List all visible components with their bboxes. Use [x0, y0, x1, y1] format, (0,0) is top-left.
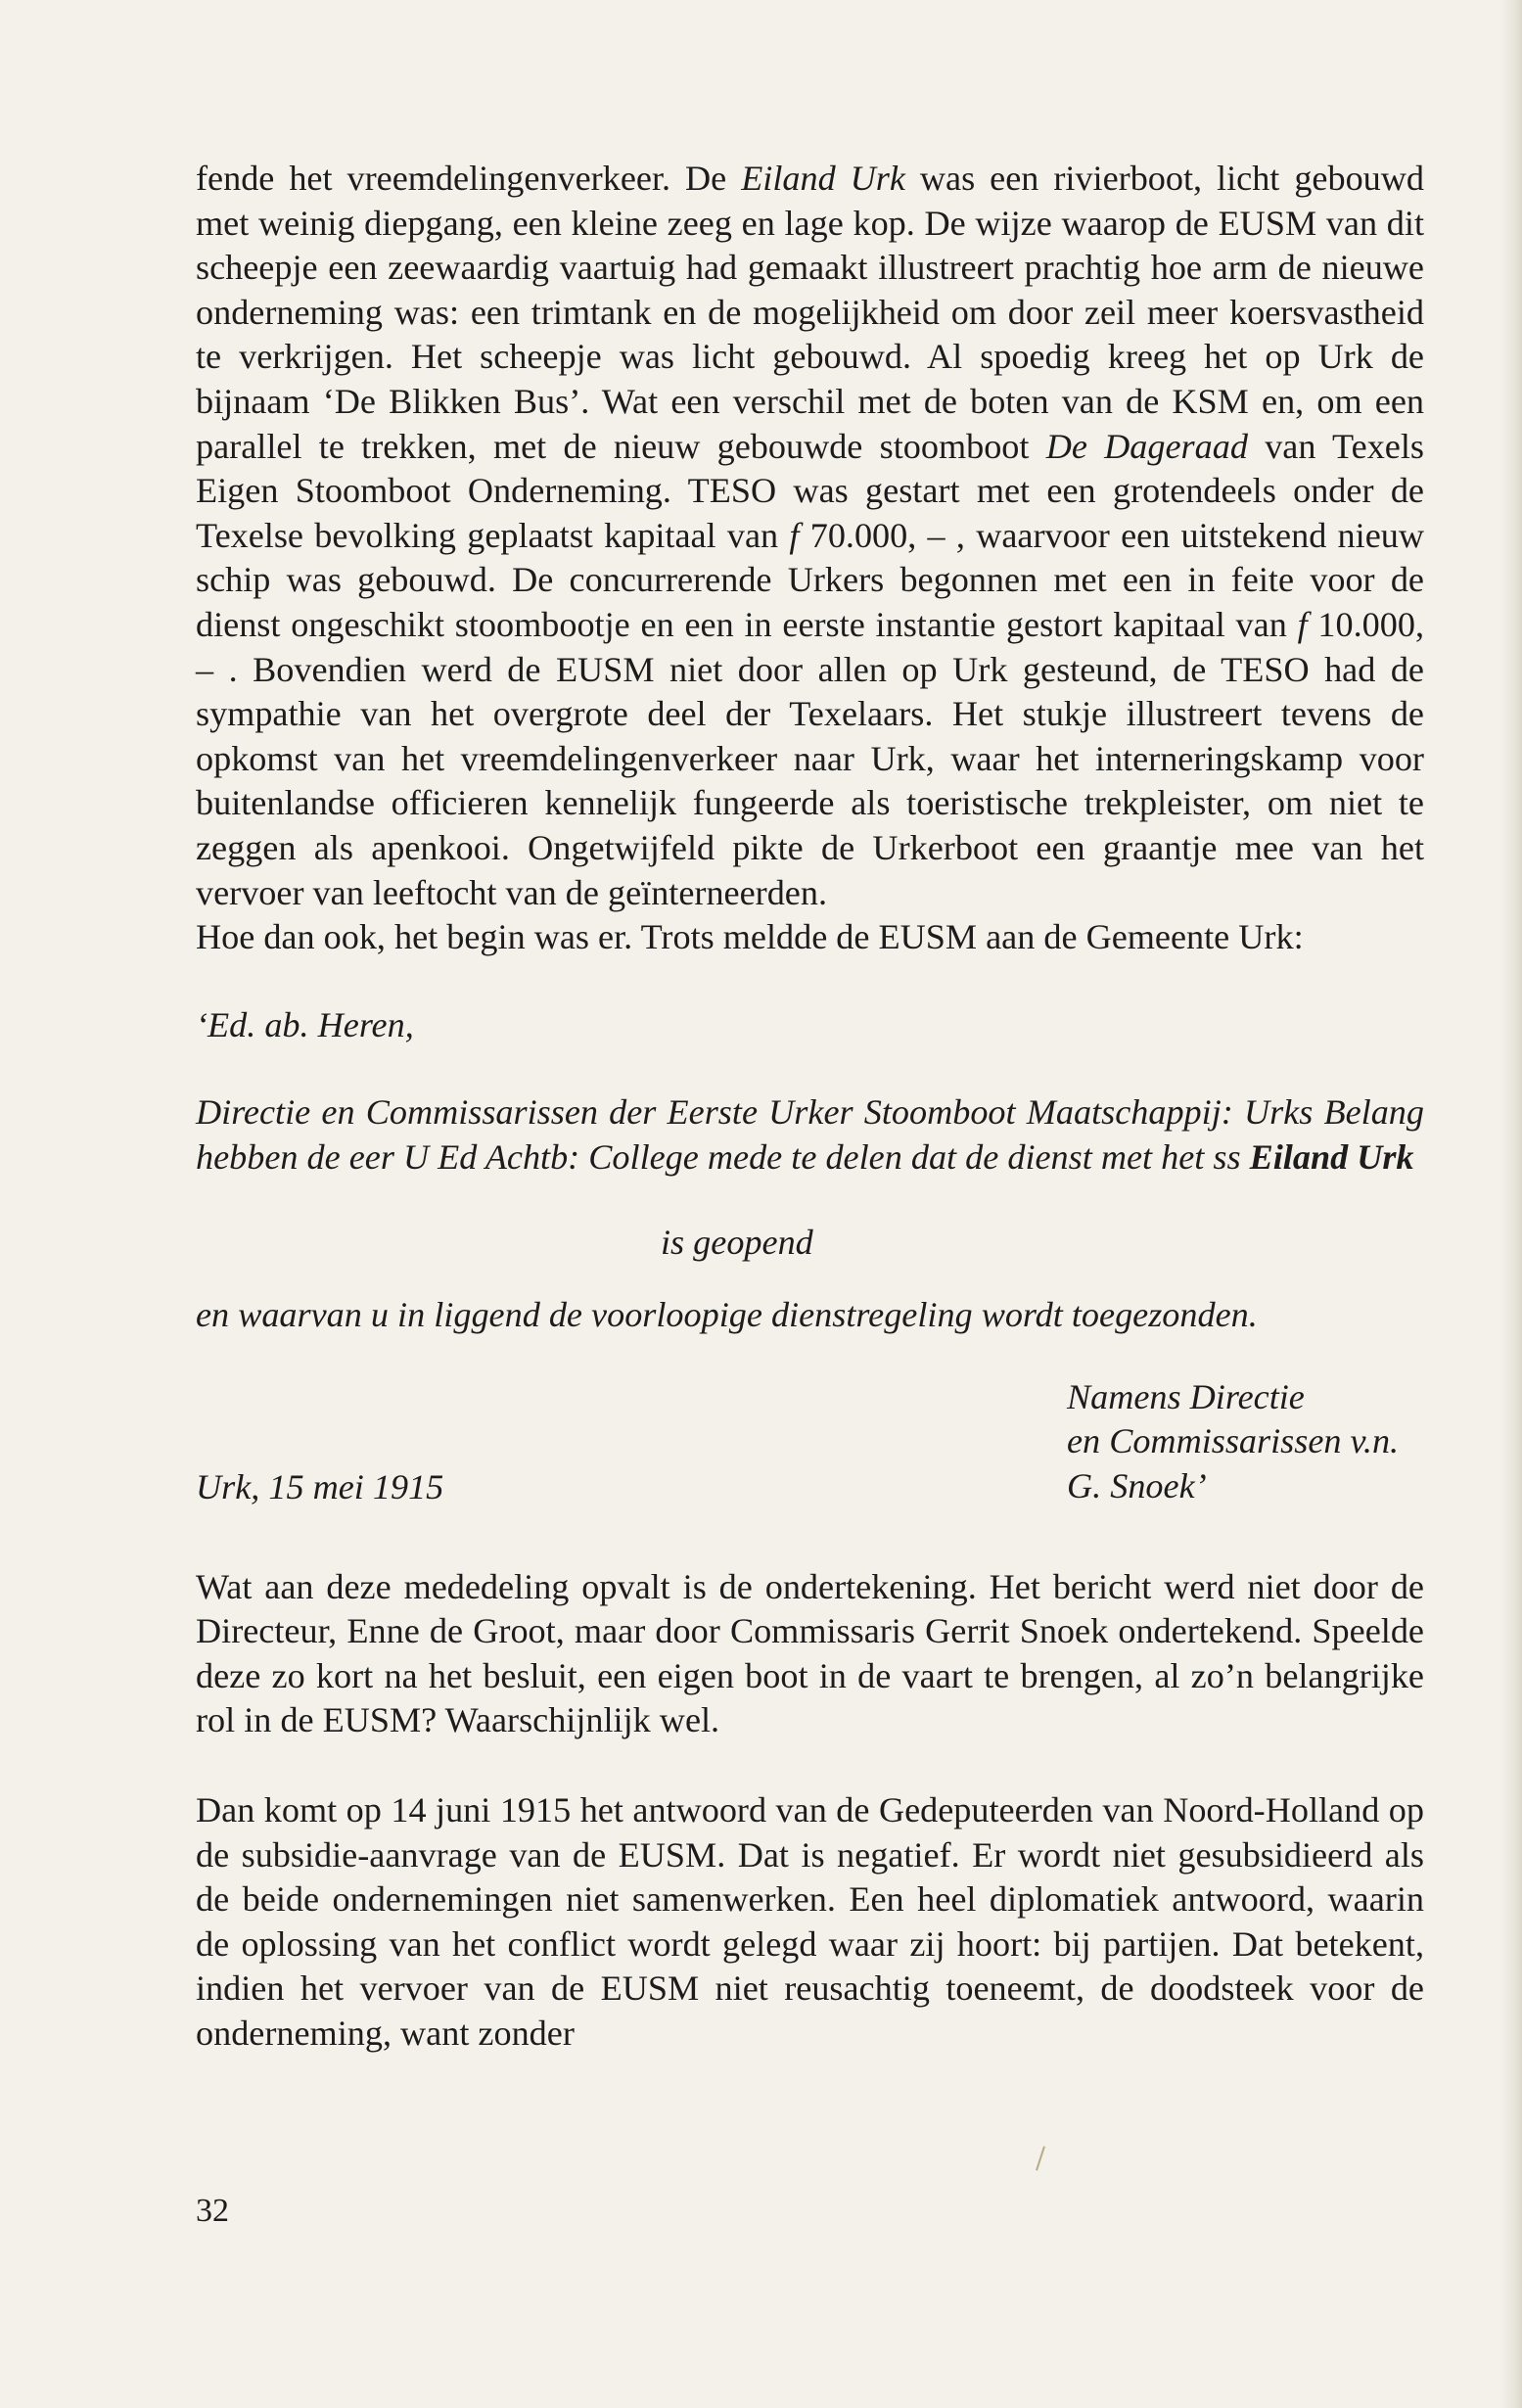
signature-line: en Commissarissen v.n.: [1067, 1421, 1400, 1461]
ship-name-eiland-urk: Eiland Urk: [741, 159, 905, 198]
text-run: 70.000, – , waarvoor een uitstekend nieuw schip was gebouwd. De concurrerende Urkers begonnen met een in feite voor de dienst ongeschikt stoombootje en een in eerste instantie gestort kapitaal van: [196, 515, 1424, 644]
letter-place-date: Urk, 15 mei 1915: [196, 1466, 444, 1506]
quoted-letter: [196, 1003, 1424, 1522]
page-edge-shadow: [1500, 0, 1522, 2408]
letter-opened-line: is geopend: [661, 1223, 813, 1263]
page-number: 32: [196, 2193, 229, 2229]
letter-ship-name: Eiland Urk: [1249, 1136, 1414, 1177]
print-speck: [1036, 2146, 1045, 2170]
text-run: 10.000, – . Bovendien werd de EUSM niet door allen op Urk gesteund, de TESO had de sympathie van het overgrote deel der Texelaars. Het stukje illustreert tevens de opkomst van het vreemdelingenverkeer naar Urk, waar het interneringskamp voor buitenlandse officieren kennelijk fungeerde als toeristische trekpleister, om niet te zeggen als apenkooi. Ongetwijfeld pikte de Urkerboot een graantje mee van het vervoer van leeftocht van de geïnterneerden.: [196, 604, 1424, 912]
text-run: was een rivierboot, licht gebouwd met weinig diepgang, een kleine zeeg en lage kop. De wijze waarop de EUSM van dit scheepje een zeewaardig vaartuig had gemaakt illustreert prachtig hoe arm de nieuwe onderneming was: een trimtank en de mogelijkheid om door zeil meer koersvastheid te verkrijgen. Het scheepje was licht gebouwd. Al spoedig kreeg het op Urk de bijnaam ‘De Blikken Bus’. Wat een verschil met de boten van de KSM en, om een parallel te trekken, met de nieuw gebouwde stoomboot: [196, 159, 1424, 466]
paragraph-ondertekening: Wat aan deze mededeling opvalt is de ondertekening. Het bericht werd niet door de Directeur, Enne de Groot, maar door Commissaris Gerrit Snoek ondertekend. Speelde deze zo kort na het besluit, een eigen boot in de vaart te brengen, al zo’n belangrijke rol in de EUSM? Waarschijnlijk wel.: [196, 1566, 1424, 1740]
ship-name-de-dageraad: De Dageraad: [1045, 426, 1248, 466]
signature-line: G. Snoek’: [1067, 1465, 1207, 1505]
paragraph-eiland-urk: [196, 157, 1424, 915]
guilder-sign: f: [1297, 604, 1308, 644]
letter-salutation: ‘Ed. ab. Heren,: [196, 1004, 414, 1044]
letter-signature-block: [196, 1375, 1424, 1522]
paragraph-gedeputeerden: Dan komt op 14 juni 1915 het antwoord van de Gedeputeerden van Noord-Holland op de subsidie-aanvrage van de EUSM. Dat is negatief. Er wordt niet gesubsidieerd als de beide ondernemingen niet samenwerken. Een heel diplomatiek antwoord, waarin de oplossing van het conflict wordt gelegd waar zij hoort: bij partijen. Dat betekent, indien het vervoer van de EUSM niet reusachtig toeneemt, de doodsteek voor de onderneming, want zonder: [196, 1790, 1424, 2053]
book-page-text: [196, 157, 1424, 2057]
letter-closing: en waarvan u in liggend de voorloopige dienstregeling wordt toegezonden.: [196, 1295, 1258, 1335]
signature-line: Namens Directie: [1067, 1376, 1305, 1416]
guilder-sign: f: [789, 515, 800, 555]
text-run: van Texels Eigen Stoomboot Onderneming. TESO was gestart met een grotendeels onder de Texelse bevolking geplaatst kapitaal van: [196, 426, 1424, 555]
text-run: fende het vreemdelingenverkeer. De: [196, 159, 742, 198]
paragraph-trots-meldde: Hoe dan ook, het begin was er. Trots meldde de EUSM aan de Gemeente Urk:: [196, 917, 1304, 957]
letter-signature: [1067, 1375, 1399, 1509]
letter-body: [196, 1090, 1424, 1180]
letter-body-text: Directie en Commissarissen der Eerste Urker Stoomboot Maatschappij: Urks Belang hebben de eer U Ed Achtb: College mede te delen dat de dienst met het ss: [196, 1092, 1424, 1177]
